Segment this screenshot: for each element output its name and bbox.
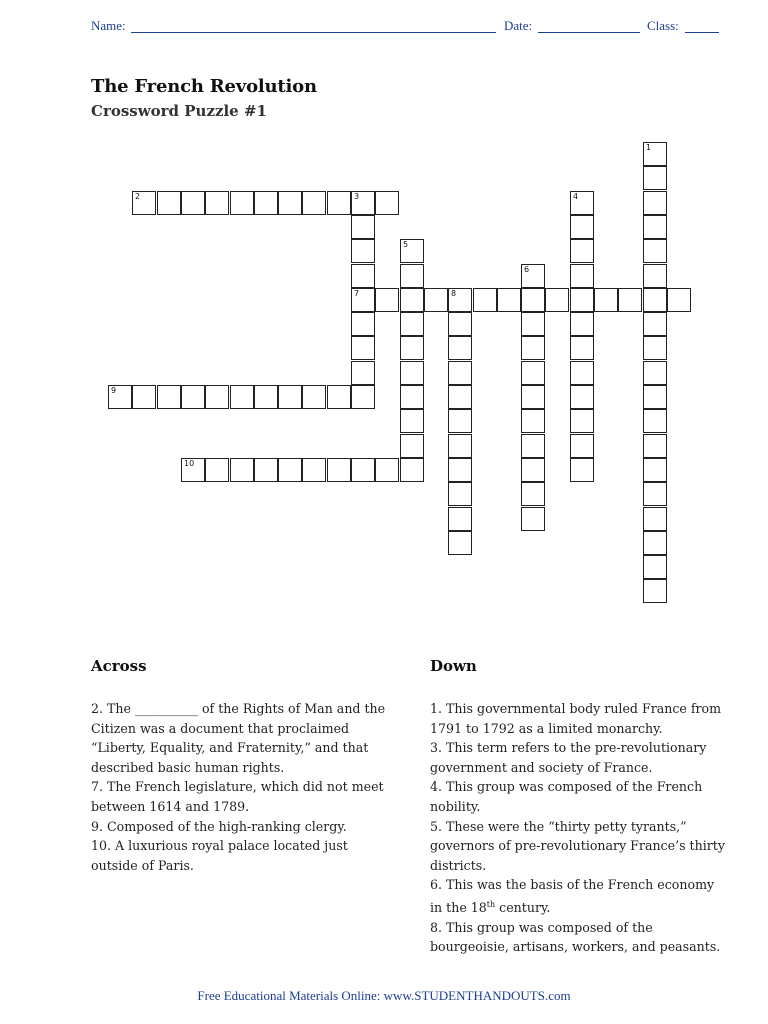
crossword-cell[interactable] <box>570 434 594 458</box>
crossword-cell[interactable] <box>351 264 375 288</box>
across-clue-9: 9. Composed of the high-ranking clergy. <box>91 818 347 834</box>
crossword-cell[interactable] <box>570 239 594 263</box>
clue-number: 2 <box>135 192 141 201</box>
crossword-cell[interactable] <box>351 458 375 482</box>
crossword-cell[interactable] <box>643 385 667 409</box>
crossword-cell[interactable] <box>400 336 424 360</box>
crossword-cell[interactable] <box>230 385 254 409</box>
across-clue-10: 10. A luxurious royal palace located just outside of Paris. <box>91 838 348 873</box>
student-info-line <box>91 18 721 38</box>
crossword-cell[interactable] <box>570 191 594 215</box>
crossword-cell[interactable] <box>618 288 642 312</box>
crossword-cell[interactable] <box>521 385 545 409</box>
crossword-cell[interactable] <box>448 458 472 482</box>
crossword-cell[interactable] <box>448 482 472 506</box>
crossword-cell[interactable] <box>157 385 181 409</box>
clue-number: 7 <box>354 289 360 298</box>
down-clue-6: 6. This was the basis of the French economy in the 18th century. <box>430 877 715 916</box>
crossword-cell[interactable] <box>205 191 229 215</box>
crossword-cell[interactable] <box>254 191 278 215</box>
crossword-cell[interactable] <box>181 385 205 409</box>
crossword-cell[interactable] <box>570 409 594 433</box>
crossword-cell[interactable] <box>351 239 375 263</box>
crossword-cell[interactable] <box>521 336 545 360</box>
down-clue-1: 1. This governmental body ruled France from 1791 to 1792 as a limited monarchy. <box>430 701 722 736</box>
crossword-cell[interactable] <box>643 458 667 482</box>
crossword-cell[interactable] <box>448 531 472 555</box>
crossword-cell[interactable] <box>327 191 351 215</box>
crossword-cell[interactable] <box>108 385 132 409</box>
crossword-cell[interactable] <box>400 409 424 433</box>
down-clue-3: 3. This term refers to the pre-revolutionary government and society of France. <box>430 740 707 775</box>
crossword-cell[interactable] <box>643 361 667 385</box>
crossword-cell[interactable] <box>302 191 326 215</box>
crossword-cell[interactable] <box>521 434 545 458</box>
crossword-cell[interactable] <box>400 264 424 288</box>
crossword-cell[interactable] <box>351 191 375 215</box>
crossword-cell[interactable] <box>448 312 472 336</box>
down-clues <box>430 699 730 957</box>
crossword-cell[interactable] <box>643 336 667 360</box>
crossword-cell[interactable] <box>521 409 545 433</box>
crossword-cell[interactable] <box>375 458 399 482</box>
crossword-cell[interactable] <box>400 312 424 336</box>
crossword-cell[interactable] <box>205 385 229 409</box>
crossword-cell[interactable] <box>521 361 545 385</box>
crossword-cell[interactable] <box>132 385 156 409</box>
crossword-cell[interactable] <box>643 482 667 506</box>
crossword-cell[interactable] <box>351 288 375 312</box>
crossword-cell[interactable] <box>351 215 375 239</box>
crossword-cell[interactable] <box>278 458 302 482</box>
name-label: Name: <box>91 18 126 33</box>
across-clues <box>91 699 391 875</box>
crossword-cell[interactable] <box>643 507 667 531</box>
crossword-cell[interactable] <box>400 288 424 312</box>
crossword-cell[interactable] <box>205 458 229 482</box>
crossword-cell[interactable] <box>400 458 424 482</box>
footer-credit: Free Educational Materials Online: www.STUDENTHANDOUTS.com <box>197 988 571 1003</box>
name-field[interactable] <box>131 32 496 33</box>
crossword-cell[interactable] <box>327 458 351 482</box>
crossword-cell[interactable] <box>521 264 545 288</box>
clue-number: 6 <box>524 265 530 274</box>
crossword-cell[interactable] <box>570 288 594 312</box>
crossword-cell[interactable] <box>400 361 424 385</box>
crossword-cell[interactable] <box>497 288 521 312</box>
date-label: Date: <box>504 18 533 33</box>
crossword-cell[interactable] <box>448 336 472 360</box>
clue-number: 3 <box>354 192 360 201</box>
class-field[interactable] <box>685 32 719 33</box>
crossword-cell[interactable] <box>643 531 667 555</box>
crossword-cell[interactable] <box>643 312 667 336</box>
crossword-cell[interactable] <box>521 312 545 336</box>
crossword-cell[interactable] <box>643 142 667 166</box>
crossword-cell[interactable] <box>521 507 545 531</box>
down-heading: Down <box>430 657 477 675</box>
crossword-cell[interactable] <box>570 385 594 409</box>
class-label: Class: <box>647 18 679 33</box>
crossword-cell[interactable] <box>521 482 545 506</box>
crossword-cell[interactable] <box>643 555 667 579</box>
crossword-cell[interactable] <box>181 458 205 482</box>
crossword-cell[interactable] <box>643 239 667 263</box>
crossword-cell[interactable] <box>521 458 545 482</box>
crossword-cell[interactable] <box>157 191 181 215</box>
crossword-cell[interactable] <box>424 288 448 312</box>
crossword-cell[interactable] <box>351 361 375 385</box>
crossword-cell[interactable] <box>254 385 278 409</box>
across-clue-2: 2. The __________ of the Rights of Man and the Citizen was a document that proclaimed “Liberty, Equality, and Fraternity,” and that described basic human rights. <box>91 701 386 775</box>
crossword-cell[interactable] <box>375 191 399 215</box>
crossword-cell[interactable] <box>643 579 667 603</box>
crossword-cell[interactable] <box>448 361 472 385</box>
crossword-cell[interactable] <box>302 458 326 482</box>
crossword-cell[interactable] <box>570 215 594 239</box>
crossword-cell[interactable] <box>448 434 472 458</box>
crossword-cell[interactable] <box>448 288 472 312</box>
crossword-cell[interactable] <box>643 288 667 312</box>
down-clue-8: 8. This group was composed of the bourgeoisie, artisans, workers, and peasants. <box>430 919 721 955</box>
clue-number: 4 <box>573 192 579 201</box>
crossword-cell[interactable] <box>400 434 424 458</box>
crossword-cell[interactable] <box>400 385 424 409</box>
across-clue-7: 7. The French legislature, which did not meet between 1614 and 1789. <box>91 779 384 814</box>
crossword-cell[interactable] <box>570 312 594 336</box>
down-clue-4: 4. This group was composed of the French nobility. <box>430 779 703 814</box>
crossword-cell[interactable] <box>230 191 254 215</box>
crossword-cell[interactable] <box>181 191 205 215</box>
crossword-cell[interactable] <box>643 409 667 433</box>
clue-number: 5 <box>403 240 409 249</box>
crossword-cell[interactable] <box>594 288 618 312</box>
crossword-cell[interactable] <box>643 434 667 458</box>
crossword-cell[interactable] <box>327 385 351 409</box>
clue-number: 10 <box>184 459 195 468</box>
clue-number: 8 <box>451 289 457 298</box>
crossword-cell[interactable] <box>351 312 375 336</box>
crossword-cell[interactable] <box>230 458 254 482</box>
crossword-cell[interactable] <box>375 288 399 312</box>
crossword-cell[interactable] <box>448 409 472 433</box>
crossword-cell[interactable] <box>132 191 156 215</box>
crossword-cell[interactable] <box>643 264 667 288</box>
crossword-cell[interactable] <box>278 191 302 215</box>
crossword-cell[interactable] <box>643 215 667 239</box>
crossword-cell[interactable] <box>473 288 497 312</box>
crossword-cell[interactable] <box>667 288 691 312</box>
crossword-cell[interactable] <box>400 239 424 263</box>
page-subtitle: Crossword Puzzle #1 <box>91 102 267 120</box>
crossword-cell[interactable] <box>643 166 667 190</box>
crossword-cell[interactable] <box>545 288 569 312</box>
page-title: The French Revolution <box>91 76 317 97</box>
crossword-cell[interactable] <box>570 264 594 288</box>
crossword-cell[interactable] <box>521 288 545 312</box>
crossword-cell[interactable] <box>570 361 594 385</box>
crossword-cell[interactable] <box>302 385 326 409</box>
across-heading: Across <box>91 657 147 675</box>
crossword-cell[interactable] <box>570 336 594 360</box>
clue-number: 9 <box>111 386 117 395</box>
crossword-cell[interactable] <box>351 336 375 360</box>
down-clue-5: 5. These were the “thirty petty tyrants,” governors of pre-revolutionary France’s thirty districts. <box>430 818 725 873</box>
crossword-cell[interactable] <box>448 507 472 531</box>
crossword-cell[interactable] <box>351 385 375 409</box>
crossword-cell[interactable] <box>570 458 594 482</box>
crossword-cell[interactable] <box>278 385 302 409</box>
crossword-cell[interactable] <box>254 458 278 482</box>
date-field[interactable] <box>538 32 640 33</box>
crossword-cell[interactable] <box>643 191 667 215</box>
clue-number: 1 <box>646 143 652 152</box>
crossword-cell[interactable] <box>448 385 472 409</box>
